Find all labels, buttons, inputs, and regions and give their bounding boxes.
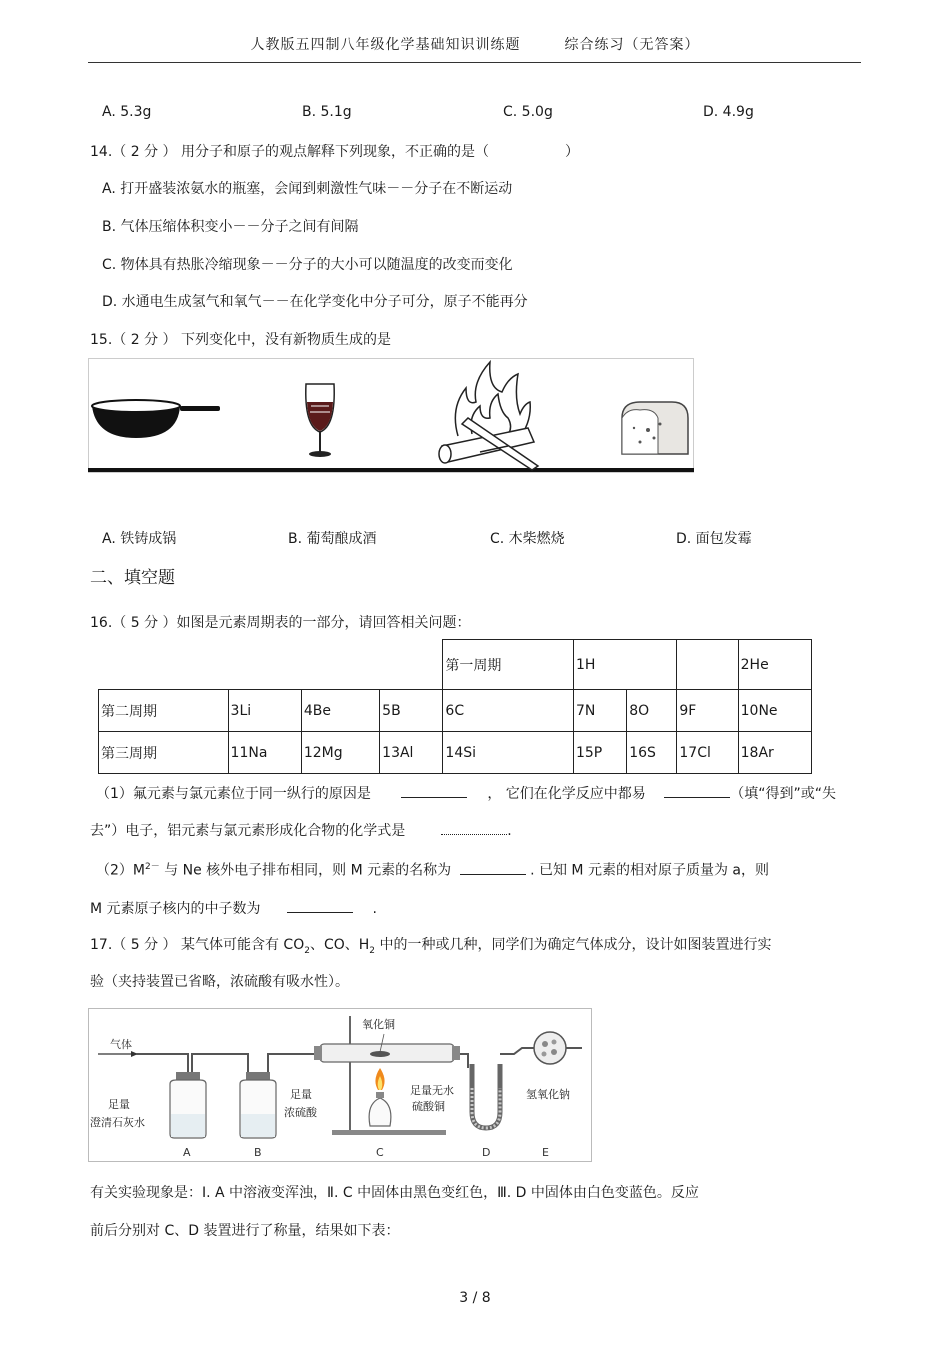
blank-2 [664,785,730,798]
q17-line1 [90,934,771,956]
q14-option-b: B. 气体压缩体积变小－－分子之间有间隔 [102,219,359,235]
fig-letter-b: B [254,1146,262,1159]
q17-l1-b: 、CO、H [309,937,370,953]
section-title: 二、填空题 [90,568,175,588]
fig-a-label1: 足量 [108,1098,130,1111]
q17-line2: 验（夹持装置已省略，浓硫酸有吸水性）。 [90,974,349,990]
q15-option-d: D. 面包发霉 [676,531,752,547]
q16-p1-text-e: . [507,823,512,839]
q15-illustration [88,358,694,474]
q17-l1-c: 中的一种或几种，同学们为确定气体成分，设计如图装置进行实 [375,937,772,953]
element-be: 4Be [301,690,379,732]
fig-b-label1: 足量 [290,1088,312,1101]
fig-letter-a: A [183,1146,191,1159]
element-f: 9F [677,690,738,732]
fig-letter-d: D [482,1146,491,1159]
element-c: 6C [443,690,574,732]
q15-option-b: B. 葡萄酿成酒 [288,531,377,547]
q15-stem: 15.（ 2 分 ） 下列变化中，没有新物质生成的是 [90,332,391,348]
page-number: 3 / 8 [459,1290,491,1306]
bottle-b [240,1072,276,1138]
element-li: 3Li [228,690,301,732]
fig-d-label1: 足量无水 [410,1084,454,1097]
element-cl: 17Cl [677,732,738,774]
q14-stem-end: ） [564,144,579,160]
q16-p1-text-c: （填“得到”或“失 [730,786,837,802]
q16-p2-text-a: （2）M [96,862,145,879]
element-ar: 18Ar [738,732,811,774]
q13-option-c: C. 5.0g [503,104,553,120]
q16-part1-line1 [96,783,836,803]
fig-d-label2: 硫酸铜 [412,1100,445,1113]
page-header [0,34,950,54]
fig-a-label2: 澄清石灰水 [90,1116,145,1129]
header-subtitle: 综合练习（无答案） [564,37,700,53]
q16-p2-text-c: . 已知 M 元素的相对原子质量为 a，则 [530,862,769,879]
q13-option-a: A. 5.3g [102,104,152,120]
q16-p1-text-b: ， 它们在化学反应中都易 [487,786,646,802]
header-title: 人教版五四制八年级化学基础知识训练题 [250,37,521,53]
periodic-table-excerpt [98,639,812,774]
fig-gas-label: 气体 [110,1038,132,1051]
bottle-a [170,1072,206,1138]
fig-letter-c: C [376,1146,384,1159]
fig-cuo-label: 氧化铜 [362,1018,395,1031]
q14-stem [90,141,579,161]
q17-apparatus-figure [88,1008,592,1162]
q14-option-c: C. 物体具有热胀冷缩现象－－分子的大小可以随温度的改变而变化 [102,257,513,273]
q17-sub1: 2 [304,945,310,956]
fig-e-label: 氢氧化钠 [526,1088,570,1101]
q16-part2-line2 [90,898,377,918]
element-ne: 10Ne [738,690,811,732]
q14-stem-text: 14.（ 2 分 ） 用分子和原子的观点解释下列现象，不正确的是（ [90,144,489,160]
blank-5 [287,900,353,913]
moldy-bread-icon [622,402,688,454]
element-na: 11Na [228,732,301,774]
element-h: 1H [573,640,676,690]
fig-b-label2: 浓硫酸 [284,1106,317,1119]
q17-line4: 前后分别对 C、D 装置进行了称量，结果如下表： [90,1223,400,1239]
blank-1 [401,785,467,798]
q16-p1-text-d: 去”）电子，铝元素与氯元素形成化合物的化学式是 [90,823,406,839]
q16-p2-text-d: M 元素原子核内的中子数为 [90,901,261,917]
q16-part1-line2 [90,820,512,840]
q13-option-b: B. 5.1g [302,104,352,120]
element-p: 15P [573,732,626,774]
element-he: 2He [738,640,811,690]
fig-letter-e: E [542,1146,549,1159]
q16-p2-text-e: . [372,901,377,917]
period-2-label: 第二周期 [99,690,229,732]
q15-option-a: A. 铁铸成锅 [102,531,177,547]
element-al: 13Al [380,732,443,774]
q16-p1-text-a: （1）氟元素与氯元素位于同一纵行的原因是 [96,786,371,802]
q16-p2-text-b: 与 Ne 核外电子排布相同，则 M 元素的名称为 [164,862,452,879]
q16-part2-line1 [96,859,769,880]
empty-cell [677,640,738,690]
blank-4 [460,862,526,875]
q15-option-c: C. 木柴燃烧 [490,531,565,547]
element-b: 5B [380,690,443,732]
q17-line3: 有关实验现象是：Ⅰ. A 中溶液变浑浊，Ⅱ. C 中固体由黑色变红色，Ⅲ. D 中固体由白色变蓝色。反应 [90,1185,699,1201]
q16-p2-sup: 2－ [145,862,160,872]
q14-option-d: D. 水通电生成氢气和氧气－－在化学变化中分子可分，原子不能再分 [102,294,528,310]
q16-stem: 16.（ 5 分 ）如图是元素周期表的一部分，请回答相关问题： [90,615,471,631]
q17-sub2: 2 [369,945,376,956]
q14-option-a: A. 打开盛装浓氨水的瓶塞，会闻到刺激性气味－－分子在不断运动 [102,181,513,197]
header-rule [88,62,861,63]
element-n: 7N [573,690,626,732]
element-si: 14Si [443,732,574,774]
element-s: 16S [627,732,677,774]
blank-3 [441,822,507,835]
period-3-label: 第三周期 [99,732,229,774]
q13-option-d: D. 4.9g [703,104,754,120]
period-1-label: 第一周期 [443,640,574,690]
q17-l1-a: 17.（ 5 分 ） 某气体可能含有 CO [90,937,305,953]
element-mg: 12Mg [301,732,379,774]
element-o: 8O [627,690,677,732]
